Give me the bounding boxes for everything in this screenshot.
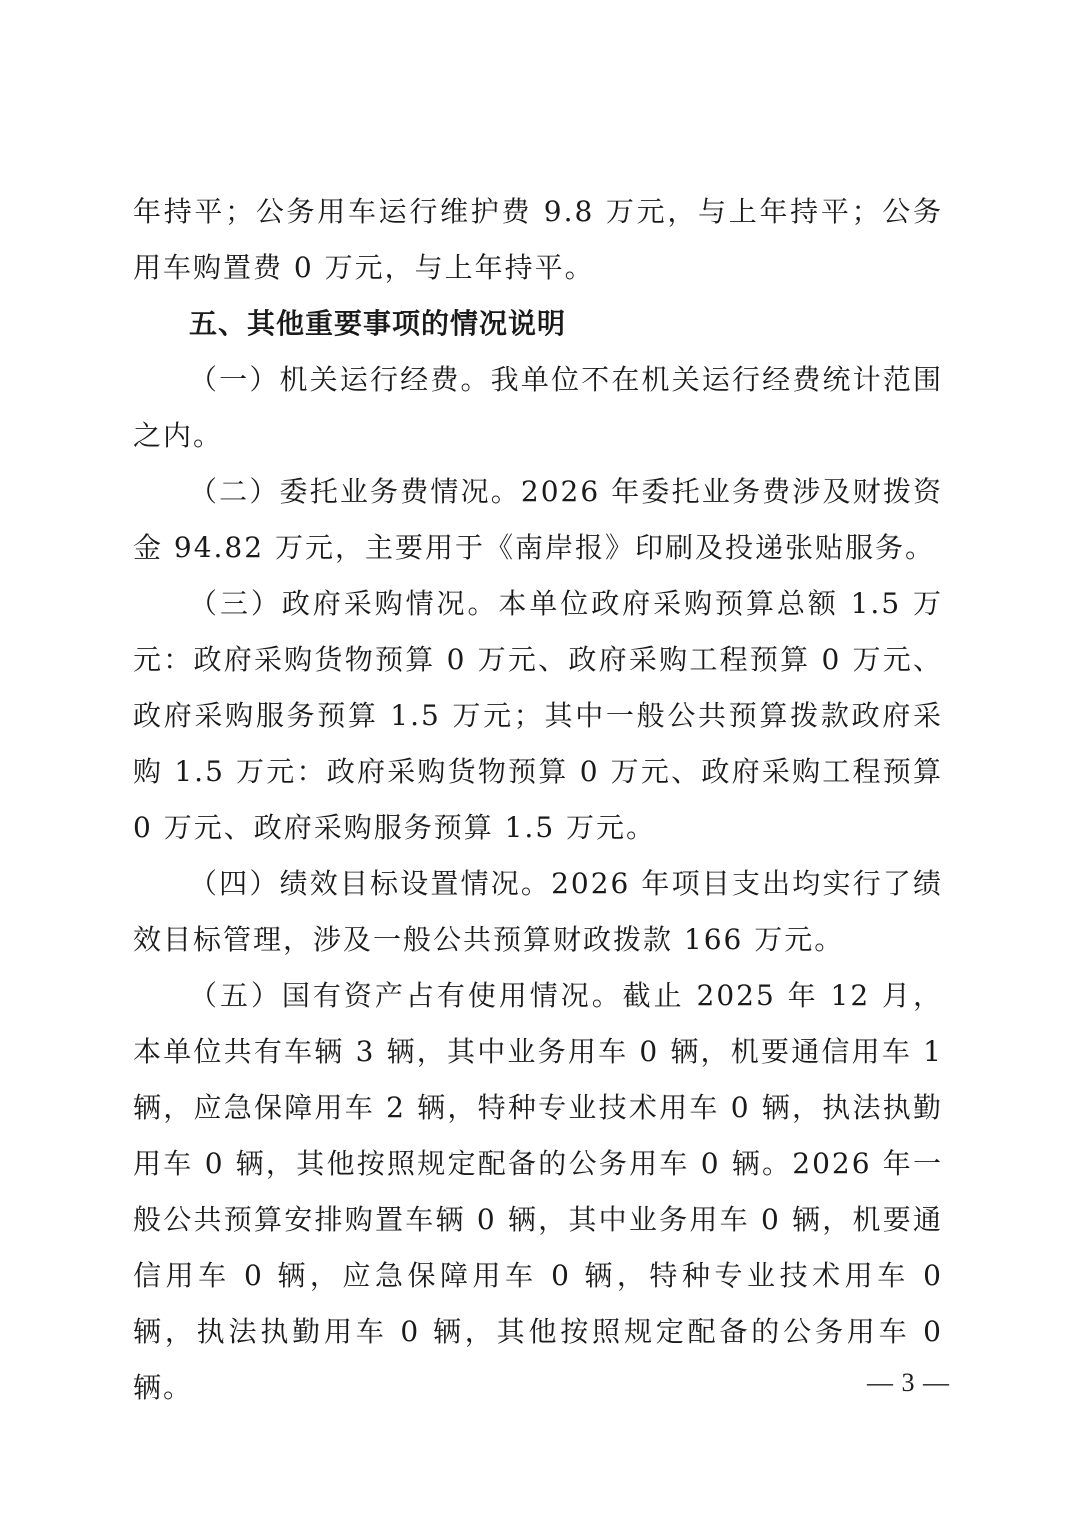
paragraph-state-assets: （五）国有资产占有使用情况。截止 2025 年 12 月，本单位共有车辆 3 辆，其中业务用车 0 辆，机要通信用车 1 辆，应急保障用车 2 辆，特种专业技术用车 0 辆，执法执勤用车 0 辆，其他按照规定配备的公务用车 0 辆。2026 年一般公共预算安排购置车辆 0 辆，其中业务用车 0 辆，机要通信用车 0 辆，应急保障用车 0 辆，特种专业技术用车 0 辆，执法执勤用车 0 辆，其他按照规定配备的公务用车 0 辆。 [133,979,943,1404]
paragraph-continuation: 年持平；公务用车运行维护费 9.8 万元，与上年持平；公务用车购置费 0 万元，与上年持平。 [133,195,943,284]
section-heading: 五、其他重要事项的情况说明 [189,307,567,340]
body-text [133,184,943,1416]
paragraph-performance-targets: （四）绩效目标设置情况。2026 年项目支出均实行了绩效目标管理，涉及一般公共预算财政拨款 166 万元。 [133,867,943,956]
paragraph-commissioned-business-fees: （二）委托业务费情况。2026 年委托业务费涉及财拨资金 94.82 万元，主要用于《南岸报》印刷及投递张贴服务。 [133,475,943,564]
page-number: — 3 — [867,1368,950,1397]
paragraph-government-procurement: （三）政府采购情况。本单位政府采购预算总额 1.5 万元：政府采购货物预算 0 万元、政府采购工程预算 0 万元、政府采购服务预算 1.5 万元；其中一般公共预算拨款政府采购 1.5 万元：政府采购货物预算 0 万元、政府采购工程预算 0 万元、政府采购服务预算 1.5 万元。 [133,587,943,844]
paragraph-operating-funds: （一）机关运行经费。我单位不在机关运行经费统计范围之内。 [133,363,943,452]
